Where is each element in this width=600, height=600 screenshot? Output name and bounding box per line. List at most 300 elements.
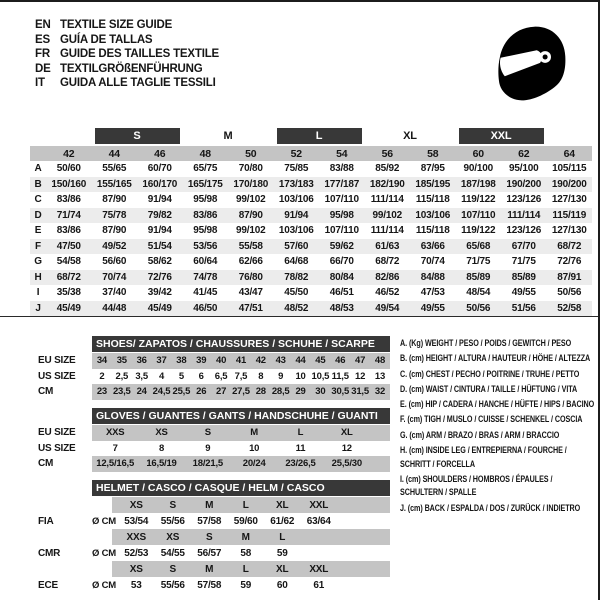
standard-label: ECE: [38, 579, 58, 591]
measure-value: 68/72: [557, 240, 582, 252]
measure-value: 83/88: [329, 163, 354, 175]
size-value: 11: [295, 442, 306, 454]
size-band-blank: [49, 128, 89, 144]
legend-item: F. (cm) TIGH / MUSLO / CUISSE / SCHENKEL / COSCIA: [400, 414, 583, 425]
legend-item: H. (cm) INSIDE LEG / ENTREPIERNA / FOURCHE / SCHRITT / FORCELLA: [400, 445, 567, 469]
measure-value: 107/110: [461, 209, 496, 221]
size-value: 31,5: [351, 386, 369, 398]
size-value: 23/26,5: [285, 458, 316, 470]
size-value: 24: [136, 386, 147, 398]
numeric-size: 50: [245, 147, 257, 160]
helmet-size-value: 59: [276, 547, 288, 559]
helmet-size-value: 60: [276, 579, 288, 591]
measure-letter: J: [35, 302, 41, 314]
measure-value: 60/70: [147, 163, 172, 175]
measure-value: 190/200: [506, 178, 542, 190]
measure-value: 165/175: [187, 178, 223, 190]
measure-value: 56/60: [102, 256, 127, 268]
measure-letter: D: [34, 209, 42, 221]
measure-letter: H: [34, 271, 42, 283]
measure-value: 70/74: [102, 271, 127, 283]
numeric-size: 56: [381, 147, 393, 160]
guide-title: GUIDA ALLE TAGLIE TESSILI: [60, 77, 216, 90]
measure-value: 57/60: [284, 240, 309, 252]
measure-letter: G: [34, 256, 42, 268]
measure-value: 84/88: [420, 271, 445, 283]
size-band-XL: XL: [403, 130, 417, 142]
measure-value: 71/75: [511, 256, 536, 268]
measure-value: 185/195: [415, 178, 451, 190]
row-label: CM: [38, 458, 54, 470]
helmet-size-value: 54/55: [160, 547, 185, 559]
size-value: 10: [295, 370, 306, 382]
size-value: 34: [96, 355, 108, 367]
helmet-size-row: [30, 497, 390, 513]
measure-value: 48/54: [466, 287, 491, 299]
size-value: 23,5: [112, 386, 131, 398]
table-row: [30, 208, 592, 224]
diameter-unit-label: Ø CM: [92, 579, 117, 591]
measure-value: 47/51: [238, 302, 263, 314]
legend-item: A. (Kg) WEIGHT / PESO / POIDS / GEWITCH / PESO: [400, 338, 572, 348]
guide-title: TEXTILE SIZE GUIDE: [60, 19, 173, 32]
measure-value: 49/55: [511, 287, 536, 299]
size-value: S: [204, 427, 211, 439]
size-value: 46: [335, 355, 346, 367]
measure-value: 83/86: [56, 225, 81, 237]
helmet-size-value: 53/54: [124, 515, 149, 527]
measure-value: 48/53: [329, 302, 354, 314]
size-value: 8: [258, 370, 264, 382]
size-value: 16,5/19: [146, 458, 177, 470]
numeric-size: 46: [154, 147, 166, 160]
table-row: [30, 301, 592, 317]
language-code: IT: [35, 77, 45, 90]
size-value: 3,5: [135, 370, 148, 382]
size-value: 32: [374, 386, 386, 398]
cell-band: [92, 369, 390, 385]
measure-value: 65/75: [193, 163, 218, 175]
size-value: 9: [278, 370, 284, 382]
size-band-M: M: [223, 130, 233, 142]
helmet-size-label: XL: [276, 499, 289, 511]
measure-value: 41/45: [193, 287, 218, 299]
measure-value: 66/70: [329, 256, 354, 268]
size-value: 30,5: [331, 386, 350, 398]
size-value: 27: [216, 386, 227, 398]
measure-value: 47/50: [56, 240, 81, 252]
size-value: 25,5: [172, 386, 191, 398]
measure-value: 85/89: [511, 271, 536, 283]
helmet-size-label: S: [206, 531, 213, 543]
row-label: EU SIZE: [38, 355, 76, 367]
size-value: 20/24: [242, 458, 266, 470]
size-value: 36: [136, 355, 147, 367]
measure-value: 37/40: [102, 287, 127, 299]
measure-value: 173/183: [278, 178, 314, 190]
measure-letter: A: [34, 163, 42, 175]
measure-value: 70/80: [238, 163, 263, 175]
measure-value: 79/82: [147, 209, 172, 221]
size-value: 30: [315, 386, 326, 398]
measure-value: 107/110: [324, 225, 359, 237]
measure-value: 107/110: [324, 194, 359, 206]
size-value: 35: [116, 355, 127, 367]
language-code: ES: [35, 33, 50, 46]
cell-band: [92, 353, 390, 369]
measure-value: 111/114: [370, 225, 404, 237]
size-value: 10,5: [311, 370, 330, 382]
helmet-size-label: L: [242, 563, 249, 575]
size-value: 11,5: [331, 370, 349, 382]
measure-value: 182/190: [369, 178, 405, 190]
measure-value: 75/85: [284, 163, 309, 175]
size-value: M: [250, 427, 258, 439]
measure-value: 115/119: [552, 209, 587, 221]
measure-value: 35/38: [56, 287, 81, 299]
measure-value: 68/72: [375, 256, 400, 268]
size-value: 18/21,5: [192, 458, 223, 470]
language-code: FR: [35, 48, 50, 61]
measurement-legend: [400, 337, 596, 517]
language-row: [35, 76, 219, 91]
measure-value: 50/60: [56, 163, 81, 175]
size-value: 27,5: [232, 386, 250, 398]
row-label: US SIZE: [38, 370, 76, 382]
table-row: [30, 425, 390, 441]
subtable-title: GLOVES / GUANTES / GANTS / HANDSCHUHE / GUANTI: [92, 408, 390, 424]
size-value: XS: [155, 427, 168, 439]
measure-value: 49/52: [102, 240, 127, 252]
helmet-size-label: XS: [166, 531, 180, 543]
measure-value: 119/122: [461, 194, 496, 206]
table-row: [30, 285, 592, 301]
size-value: 2,5: [115, 370, 129, 382]
language-code: DE: [35, 62, 51, 75]
measure-value: 67/70: [511, 240, 536, 252]
legend-item: G. (cm) ARM / BRAZO / BRAS / ARM / BRACCIO: [400, 429, 560, 440]
helmet-size-label: M: [205, 499, 214, 511]
racing-helmet-icon: [488, 16, 572, 108]
size-value: 39: [196, 355, 207, 367]
measure-value: 87/91: [557, 271, 582, 283]
table-row: [30, 254, 592, 270]
size-value: 7,5: [234, 370, 248, 382]
measure-value: 71/75: [466, 256, 491, 268]
measure-value: 115/118: [415, 225, 450, 237]
measure-value: 49/54: [375, 302, 400, 314]
guide-title: GUIDE DES TAILLES TEXTILE: [60, 48, 219, 61]
helmet-size-value: 61/62: [270, 515, 295, 527]
measure-value: 105/115: [552, 163, 587, 175]
measure-value: 127/130: [551, 225, 587, 237]
measure-value: 61/63: [375, 240, 400, 252]
measure-value: 43/47: [238, 287, 263, 299]
helmet-size-label: XXL: [309, 563, 329, 575]
table-row: [30, 384, 390, 400]
measure-value: 83/86: [193, 209, 218, 221]
size-value: 12: [355, 370, 366, 382]
measure-value: 53/56: [193, 240, 218, 252]
measure-value: 119/122: [461, 225, 496, 237]
measure-value: 99/102: [236, 225, 266, 237]
standard-label: CMR: [38, 547, 61, 559]
measure-value: 52/58: [557, 302, 582, 314]
guide-title: GUÍA DE TALLAS: [60, 33, 153, 46]
table-row: [30, 369, 390, 385]
subtable-title: SHOES/ ZAPATOS / CHAUSSURES / SCHUHE / SCARPE: [92, 336, 390, 352]
size-value: 10: [249, 442, 260, 454]
language-row: [35, 47, 219, 62]
cell-band: [92, 384, 390, 400]
measure-value: 65/68: [466, 240, 491, 252]
measure-value: 111/114: [507, 209, 541, 221]
size-band-XXL: XXL: [459, 128, 544, 144]
measure-value: 170/180: [233, 178, 269, 190]
textile-size-table: [30, 128, 592, 316]
measure-value: 95/98: [193, 225, 218, 237]
helmet-size-label: M: [205, 563, 214, 575]
textile-size-band-row: [30, 128, 592, 144]
size-value: 8: [158, 442, 165, 454]
measure-value: 95/98: [193, 194, 218, 206]
helmet-size-value: 63/64: [306, 515, 331, 527]
measure-value: 103/106: [278, 194, 314, 206]
size-value: 12: [341, 442, 352, 454]
helmet-size-value: 55/56: [160, 515, 185, 527]
subtable-header-row: [30, 336, 390, 352]
table-row: [30, 456, 390, 472]
helmet-size-label: L: [279, 531, 286, 543]
size-value: 12,5/16,5: [96, 458, 135, 470]
subtable-header-row: [30, 408, 390, 424]
diameter-unit-label: Ø CM: [92, 547, 117, 559]
table-row: [30, 270, 592, 286]
size-value: 45: [315, 355, 326, 367]
size-value: 48: [374, 355, 386, 367]
measure-value: 177/187: [324, 178, 360, 190]
measure-value: 91/94: [284, 209, 309, 221]
size-value: 28,5: [271, 386, 290, 398]
table-row: [30, 239, 592, 255]
measure-value: 111/114: [370, 194, 404, 206]
measure-letter: E: [34, 225, 42, 237]
helmet-size-label: XXL: [309, 499, 329, 511]
measure-value: 45/50: [284, 287, 309, 299]
size-value: XXS: [105, 427, 125, 439]
legend-item: I. (cm) SHOULDERS / HOMBROS / ÉPAULES / SCHULTERN / SPALLE: [400, 473, 553, 498]
measure-value: 49/55: [420, 302, 445, 314]
size-value: XL: [340, 427, 353, 439]
measure-value: 44/48: [102, 302, 127, 314]
table-row: [30, 192, 592, 208]
size-value: 7: [112, 442, 118, 454]
measure-value: 55/65: [102, 163, 127, 175]
table-row: [30, 177, 592, 193]
helmet-size-value: 59: [240, 579, 252, 591]
subtable-header-row: [30, 480, 390, 496]
diameter-unit-label: Ø CM: [92, 515, 117, 527]
helmet-value-row: [30, 577, 390, 593]
helmet-size-value: 52/53: [124, 547, 149, 559]
measure-value: 123/126: [506, 225, 542, 237]
measure-value: 71/74: [56, 209, 81, 221]
size-value: 38: [176, 355, 187, 367]
measure-value: 85/89: [466, 271, 491, 283]
measure-value: 63/66: [420, 240, 445, 252]
size-value: 23: [96, 386, 108, 398]
measure-value: 85/92: [375, 163, 400, 175]
measure-value: 103/106: [278, 225, 314, 237]
table-row: [30, 223, 592, 239]
row-label: US SIZE: [38, 442, 76, 454]
measure-value: 155/165: [96, 178, 132, 190]
size-value: 28: [255, 386, 266, 398]
size-value: 2: [99, 370, 105, 382]
helmet-size-value: 57/58: [197, 579, 222, 591]
measure-letter: B: [34, 178, 42, 190]
shoes-size-table: [30, 336, 390, 400]
measure-value: 60/64: [193, 256, 218, 268]
language-code: EN: [35, 19, 51, 32]
row-label: CM: [38, 386, 54, 398]
cell-band: [92, 513, 390, 529]
size-value: 13: [374, 370, 386, 382]
subtable-title: HELMET / CASCO / CASQUE / HELM / CASCO: [92, 480, 390, 496]
measure-letter: I: [36, 287, 40, 299]
measure-value: 78/82: [284, 271, 309, 283]
size-value: 25,5/30: [331, 458, 362, 470]
row-label: EU SIZE: [38, 427, 76, 439]
measure-value: 51/56: [511, 302, 536, 314]
measure-value: 95/98: [329, 209, 354, 221]
helmet-size-label: XS: [129, 563, 143, 575]
measure-value: 95/100: [509, 163, 539, 175]
cell-band: [92, 545, 390, 561]
language-row: [35, 18, 219, 33]
helmet-size-value: 61: [313, 579, 325, 591]
cell-band: [112, 529, 390, 545]
measure-value: 74/78: [193, 271, 218, 283]
legend-item: C. (cm) CHEST / PECHO / POITRINE / TRUHE / PETTO: [400, 368, 580, 379]
measure-value: 62/66: [238, 256, 263, 268]
measure-value: 45/49: [56, 302, 81, 314]
helmet-size-value: 55/56: [160, 579, 185, 591]
helmet-size-table: [30, 480, 390, 593]
measure-value: 70/74: [420, 256, 445, 268]
measure-value: 72/76: [557, 256, 582, 268]
measure-value: 99/102: [236, 194, 266, 206]
measure-value: 46/50: [193, 302, 218, 314]
cell-band: [92, 577, 390, 593]
measure-value: 45/49: [147, 302, 172, 314]
helmet-size-label: XXS: [126, 531, 146, 543]
helmet-size-label: M: [241, 531, 250, 543]
table-row: [30, 161, 592, 177]
size-value: 29: [295, 386, 306, 398]
measure-value: 76/80: [238, 271, 263, 283]
measure-value: 48/52: [284, 302, 309, 314]
measure-value: 83/86: [56, 194, 81, 206]
legend-item: B. (cm) HEIGHT / ALTURA / HAUTEUR / HÖHE / ALTEZZA: [400, 353, 591, 364]
measure-value: 80/84: [329, 271, 354, 283]
numeric-size: 42: [63, 147, 75, 160]
measure-value: 58/62: [147, 256, 172, 268]
helmet-value-row: [30, 545, 390, 561]
helmet-size-value: 58: [240, 547, 252, 559]
size-value: 47: [355, 355, 366, 367]
measure-value: 46/52: [375, 287, 400, 299]
measure-value: 50/56: [466, 302, 491, 314]
cell-band: [112, 497, 390, 513]
numeric-size: 52: [290, 147, 302, 160]
measure-value: 99/102: [372, 209, 402, 221]
size-value: 37: [156, 355, 167, 367]
language-row: [35, 62, 219, 77]
size-value: 4: [158, 370, 165, 382]
measure-value: 51/54: [147, 240, 172, 252]
legend-item: D. (cm) WAIST / CINTURA / TAILLE / HÜFTUNG / VITA: [400, 383, 578, 394]
measure-value: 90/100: [463, 163, 493, 175]
helmet-size-value: 56/57: [197, 547, 222, 559]
language-row: [35, 33, 219, 48]
helmet-size-value: 59/60: [233, 515, 258, 527]
size-value: 42: [255, 355, 266, 367]
measure-letter: C: [34, 194, 42, 206]
measure-value: 91/94: [147, 225, 172, 237]
measure-value: 55/58: [238, 240, 263, 252]
numeric-size: 60: [472, 147, 484, 160]
measure-value: 72/76: [147, 271, 172, 283]
measure-value: 150/160: [51, 178, 87, 190]
measure-value: 160/170: [142, 178, 178, 190]
size-value: 43: [275, 355, 286, 367]
measure-value: 123/126: [506, 194, 542, 206]
measure-value: 87/90: [238, 209, 263, 221]
size-band-L: L: [277, 128, 362, 144]
textile-numeric-size-row: [30, 146, 592, 161]
helmet-size-row: [30, 529, 390, 545]
cell-band: [112, 561, 390, 577]
helmet-size-label: XL: [276, 563, 289, 575]
measure-value: 50/56: [557, 287, 582, 299]
measure-value: 54/58: [56, 256, 81, 268]
size-value: 6: [198, 370, 204, 382]
size-value: 9: [205, 442, 211, 454]
size-value: 5: [178, 370, 184, 382]
section-divider: [0, 316, 600, 317]
size-value: 40: [216, 355, 227, 367]
helmet-size-row: [30, 561, 390, 577]
measure-value: 91/94: [147, 194, 172, 206]
measure-letter: F: [35, 240, 41, 252]
measure-value: 187/198: [460, 178, 496, 190]
numeric-size: 54: [336, 147, 348, 160]
measure-value: 103/106: [415, 209, 451, 221]
measure-value: 87/95: [420, 163, 445, 175]
helmet-size-label: S: [169, 499, 176, 511]
size-value: 26: [196, 386, 207, 398]
legend-item: E. (cm) HIP / CADERA / HANCHE / HÜFTE / HIPS / BACINO: [400, 399, 595, 410]
helmet-value-row: [30, 513, 390, 529]
size-band-S: S: [95, 128, 180, 144]
size-value: 6,5: [214, 370, 228, 382]
measure-value: 82/86: [375, 271, 400, 283]
helmet-size-label: L: [242, 499, 249, 511]
gloves-size-table: [30, 408, 390, 472]
size-value: 44: [295, 355, 306, 367]
cell-band: [92, 441, 390, 457]
